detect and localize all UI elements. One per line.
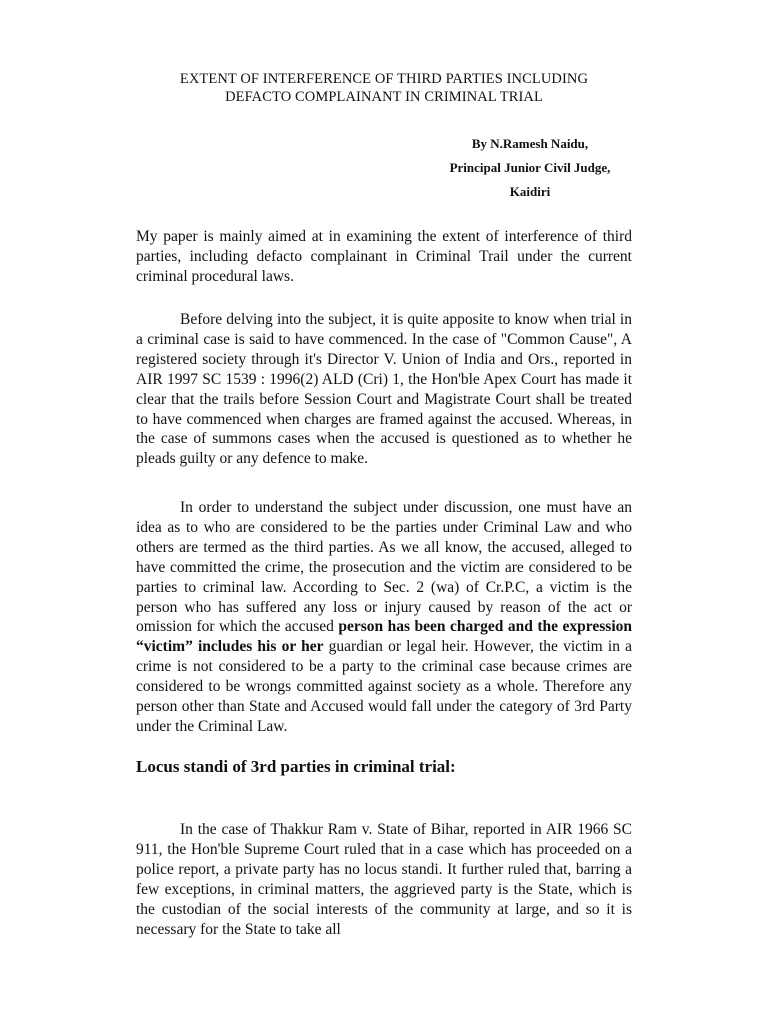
title-line-2: DEFACTO COMPLAINANT IN CRIMINAL TRIAL [225,89,543,105]
author-place: Kaidiri [509,184,551,199]
document-title [100,70,668,106]
paragraph-parties-text-2: guardian or legal heir. However, the victim in a crime is not considered to be a party to the criminal case because crimes are considered to be wrongs committed against society as a whole. Therefore any person other than State and Accused would fall under the category of 3rd Party under the Criminal Law. [136,638,633,735]
paragraph-parties-text-1: In order to understand the subject under discussion, one must have an idea as to who are considered to be the parties under Criminal Law and who others are termed as the third parties. As we all know, the accused, alleged to have committed the crime, the prosecution and the victim are considered to be parties to criminal law. According to Sec. 2 (wa) of Cr.P.C, a victim is the person who has suffered any loss or injury caused by reason of the act or omission for which the accused [136,499,632,636]
paragraph-intro: My paper is mainly aimed at in examining the extent of interference of third parties, including defacto complainant in Criminal Trail under the current criminal procedural laws. [136,228,632,285]
paragraph-parties-bold-text: person has been charged and the expression “victim” includes his or her [136,618,633,656]
paragraph-trial-commencement: Before delving into the subject, it is quite apposite to know when trial in a criminal case is said to have commenced. In the case of "Common Cause", A registered society through it's Director V. Union of India and Ors., reported in AIR 1997 SC 1539 : 1996(2) ALD (Cri) 1, the Hon'ble Apex Court has made it clear that the trails before Session Court and Magistrate Court shall be treated to have commenced when charges are framed against the accused. Whereas, in the case of summons cases when the accused is questioned as to whether he pleads guilty or any defence to make. [136,311,632,468]
section-heading-locus-standi: Locus standi of 3rd parties in criminal trial: [136,757,456,776]
paragraph-parties [136,498,632,737]
paragraph-locus-standi: In the case of Thakkur Ram v. State of Bihar, reported in AIR 1966 SC 911, the Hon'ble Supreme Court ruled that in a case which has proceeded on a police report, a private party has no locus standi. It further ruled that, barring a few exceptions, in criminal matters, the aggrieved party is the State, which is the custodian of the social interests of the community at large, and so it is necessary for the State to take all [136,821,632,938]
title-line-1: EXTENT OF INTERFERENCE OF THIRD PARTIES INCLUDING [179,71,589,87]
author-designation: Principal Junior Civil Judge, [449,160,611,175]
author-name: By N.Ramesh Naidu, [471,136,589,151]
